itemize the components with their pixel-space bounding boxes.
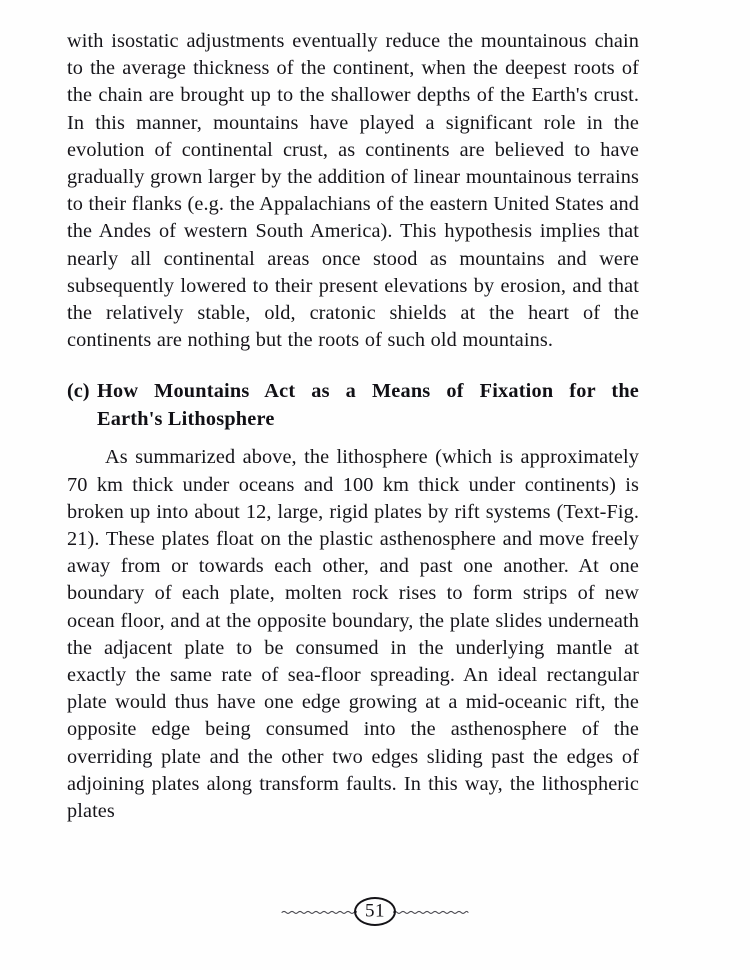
page-number: 51	[365, 900, 385, 921]
paragraph-isostatic-adjustments: with isostatic adjustments eventually reduce the mountainous chain to the average thickness of the continent, when the deepest roots of the chain are brought up to the shallower depths of the Earth's crust. In this manner, mountains have played a significant role in the evolution of continental crust, as continents are believed to have gradually grown larger by the addition of linear mountainous terrains to their flanks (e.g. the Appalachians of the eastern United States and the Andes of western South America). This hypothesis implies that nearly all continental areas once stood as mountains and were subsequently lowered to their present elevations by erosion, and that the relatively stable, old, cratonic shields at the heart of the continents are nothing but the roots of such old mountains.	[67, 30, 639, 352]
footer-rule-right-icon	[393, 907, 469, 916]
page-number-badge	[354, 897, 396, 926]
page-footer-ornament	[281, 897, 469, 926]
page-text-column	[67, 28, 639, 825]
section-heading-marker: (c)	[67, 380, 90, 403]
page-footer	[0, 888, 750, 934]
section-heading-line-1: How Mountains Act as a Means of Fixation for the	[97, 380, 639, 403]
paragraph-lithosphere-plates: As summarized above, the lithosphere (which is approximately 70 km thick under oceans and 100 km thick under continents) is broken up into about 12, large, rigid plates by rift systems (Text-Fig. 21). These plates float on the plastic asthenosphere and move freely away from or towards each other, and past one another. At one boundary of each plate, molten rock rises to form strips of new ocean floor, and at the opposite boundary, the plate slides underneath the adjacent plate to be consumed in the underlying mantle at exactly the same rate of sea-floor spreading. An ideal rectangular plate would thus have one edge growing at a mid-oceanic rift, the opposite edge being consumed into the asthenosphere of the overriding plate and the other two edges sliding past the edges of adjoining plates along transform faults. In this way, the lithospheric plates	[67, 446, 639, 823]
section-heading-line-2: Earth's Lithosphere	[97, 407, 275, 430]
section-heading	[67, 354, 639, 444]
section-heading-text	[97, 378, 639, 433]
footer-rule-left-icon	[281, 907, 357, 916]
